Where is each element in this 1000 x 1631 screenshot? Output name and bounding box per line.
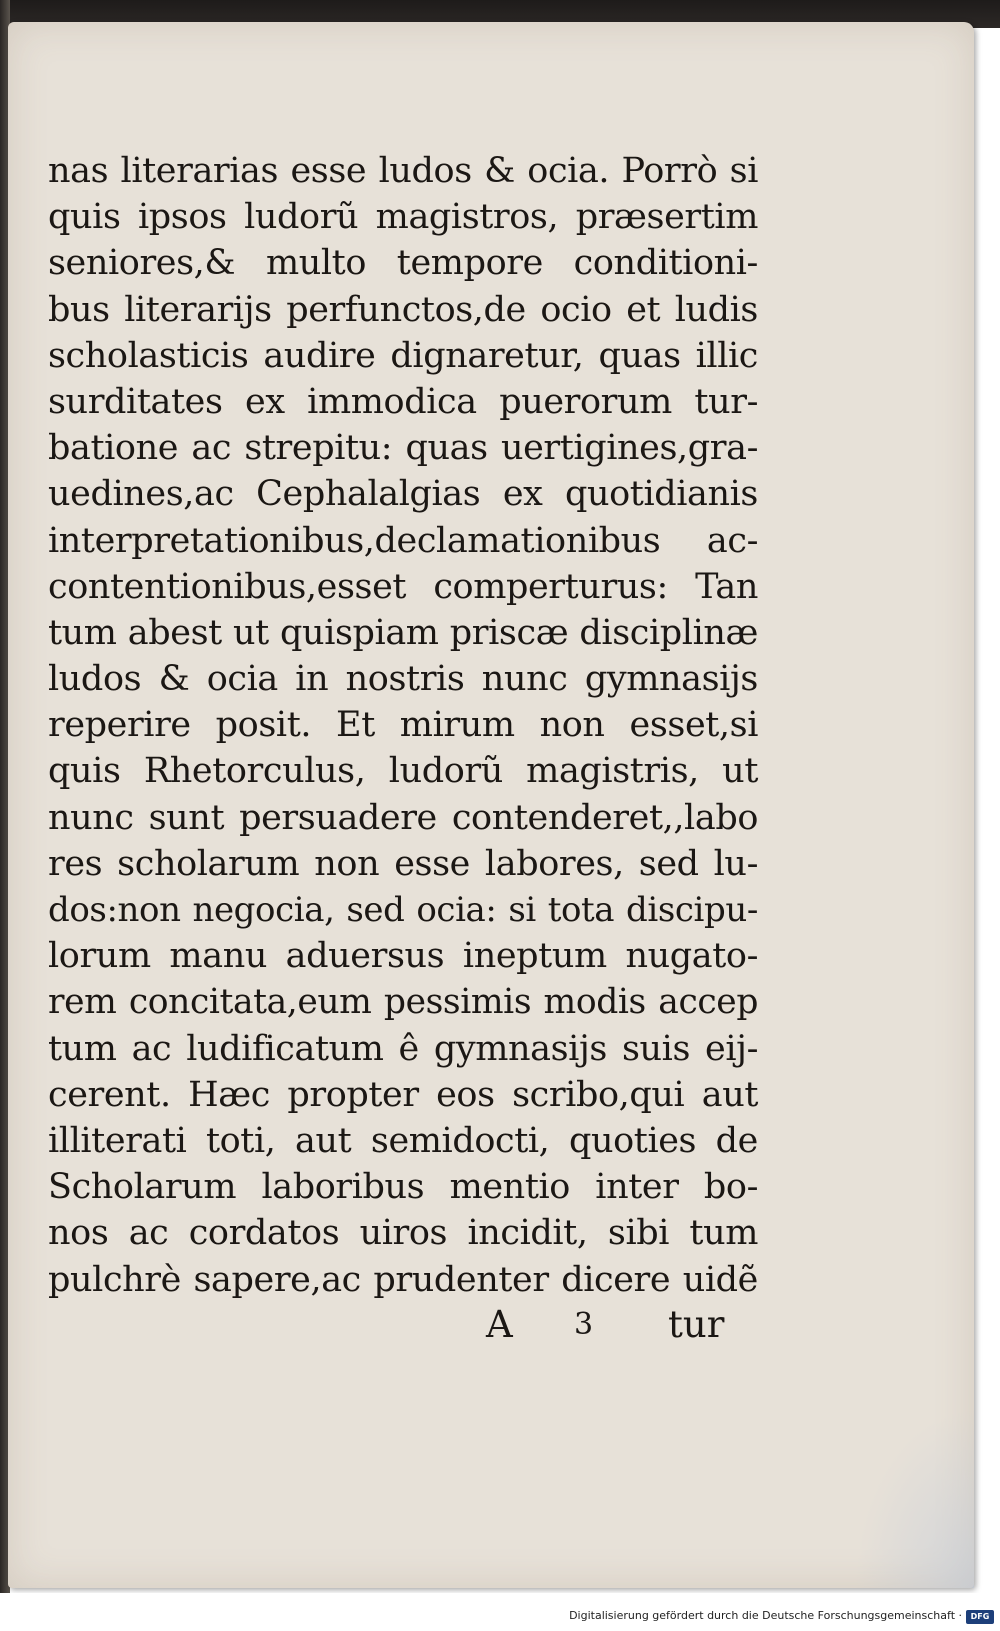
text-line: tum ac ludificatum ê gymnasijs suis eij- — [48, 1028, 758, 1069]
text-line: tum abest ut quispiam priscæ disciplinæ — [48, 612, 758, 653]
text-line: batione ac strepitu: quas uertigines,gra- — [48, 428, 758, 469]
text-line: scholasticis audire dignaretur, quas illic — [48, 335, 758, 376]
text-line: ludos & ocia in nostris nunc gymnasijs — [48, 659, 758, 700]
book-page — [8, 22, 974, 1588]
text-line: dos:non negocia, sed ocia: si tota discipu- — [48, 890, 758, 930]
text-line: illiterati toti, aut semidocti, quoties de — [48, 1120, 758, 1161]
dfg-logo-icon: DFG — [966, 1610, 994, 1624]
text-line: surditates ex immodica puerorum tur- — [48, 381, 758, 422]
text-line: nunc sunt persuadere contenderet,,labo — [48, 797, 758, 838]
text-line: pulchrè sapere,ac prudenter dicere uidẽ — [48, 1259, 758, 1300]
text-line: interpretationibus,declamationibus ac- — [48, 520, 758, 561]
text-line: reperire posit. Et mirum non esset,si — [48, 705, 758, 746]
text-line: lorum manu aduersus ineptum nugato- — [48, 936, 758, 977]
text-line: seniores,& multo tempore conditioni- — [48, 243, 758, 284]
text-line: rem concitata,eum pessimis modis accep — [48, 982, 758, 1023]
text-line: Scholarum laboribus mentio inter bo- — [48, 1167, 758, 1208]
page-footer — [478, 1302, 748, 1348]
digitization-credit: Digitalisierung gefördert durch die Deutsche Forschungsgemeinschaft · — [569, 1609, 962, 1622]
text-line: res scholarum non esse labores, sed lu- — [48, 843, 758, 884]
text-line: nas literarias esse ludos & ocia. Porrò si — [48, 151, 758, 191]
catchword: tur — [668, 1303, 725, 1346]
signature-mark: A — [486, 1303, 513, 1346]
text-line: quis ipsos ludorũ magistros, præsertim — [48, 197, 758, 238]
text-line: nos ac cordatos uiros incidit, sibi tum — [48, 1213, 758, 1254]
page-text-block — [48, 148, 758, 1303]
text-line: contentionibus,esset comperturus: Tan — [48, 566, 758, 607]
credit-bar — [0, 1593, 1000, 1631]
text-line: cerent. Hæc propter eos scribo,qui aut — [48, 1074, 758, 1115]
text-line: quis Rhetorculus, ludorũ magistris, ut — [48, 751, 758, 792]
text-line: bus literarijs perfunctos,de ocio et ludis — [48, 289, 758, 330]
text-line: uedines,ac Cephalalgias ex quotidianis — [48, 474, 758, 515]
signature-number: 3 — [574, 1307, 594, 1342]
